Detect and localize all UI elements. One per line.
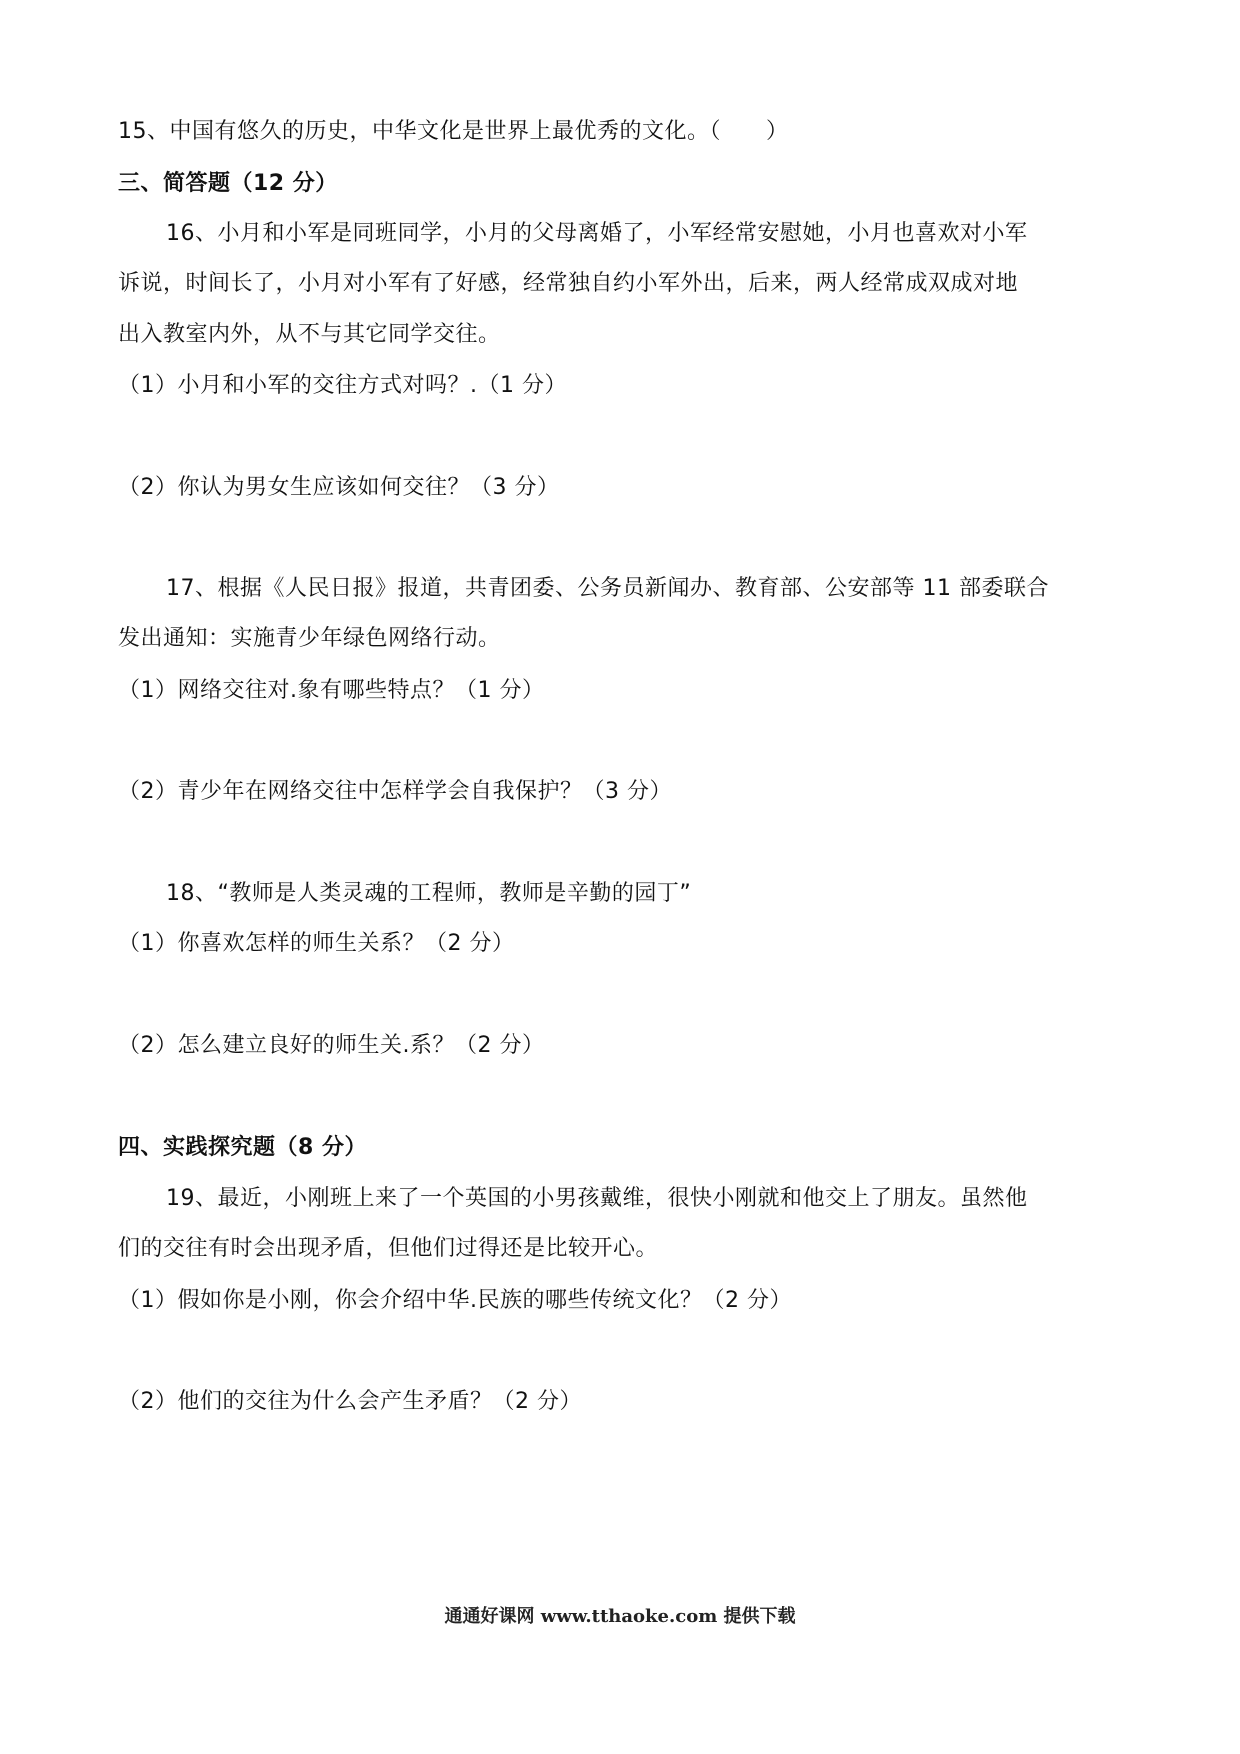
question-15: 15、中国有悠久的历史，中华文化是世界上最优秀的文化。（ ） (118, 119, 789, 144)
question-18-sub-1: （1）你喜欢怎样的师生关系？（2 分） (118, 931, 515, 956)
question-16-sub-2: （2）你认为男女生应该如何交往？（3 分） (118, 475, 560, 500)
question-18-line: 18、“教师是人类灵魂的工程师，教师是辛勤的园丁” (166, 881, 692, 906)
question-19-line-2: 们的交往有时会出现矛盾，但他们过得还是比较开心。 (118, 1236, 659, 1261)
question-19-sub-2: （2）他们的交往为什么会产生矛盾？（2 分） (118, 1389, 582, 1414)
question-16-sub-1: （1）小月和小军的交往方式对吗？.（1 分） (118, 373, 567, 398)
question-16-line-1: 16、小月和小军是同班同学，小月的父母离婚了，小军经常安慰她，小月也喜欢对小军 (166, 221, 1028, 246)
section-heading-practice: 四、实践探究题（8 分） (118, 1135, 367, 1160)
question-19-sub-1: （1）假如你是小刚，你会介绍中华.民族的哪些传统文化？（2 分） (118, 1288, 792, 1313)
question-19-line-1: 19、最近，小刚班上来了一个英国的小男孩戴维，很快小刚就和他交上了朋友。虽然他 (166, 1186, 1028, 1211)
question-17-line-2: 发出通知：实施青少年绿色网络行动。 (118, 626, 501, 651)
question-17-line-1: 17、根据《人民日报》报道，共青团委、公务员新闻办、教育部、公安部等 11 部委联合 (166, 576, 1049, 601)
section-heading-short-answer: 三、简答题（12 分） (118, 171, 338, 196)
question-16-line-2: 诉说，时间长了，小月对小军有了好感，经常独自约小军外出，后来，两人经常成双成对地 (118, 271, 1019, 296)
question-17-sub-1: （1）网络交往对.象有哪些特点？（1 分） (118, 678, 545, 703)
question-18-sub-2: （2）怎么建立良好的师生关.系？（2 分） (118, 1033, 545, 1058)
footer-source: 通通好课网 www.tthaoke.com 提供下载 (444, 1606, 796, 1627)
question-17-sub-2: （2）青少年在网络交往中怎样学会自我保护？（3 分） (118, 779, 672, 804)
question-16-line-3: 出入教室内外，从不与其它同学交往。 (118, 322, 501, 347)
